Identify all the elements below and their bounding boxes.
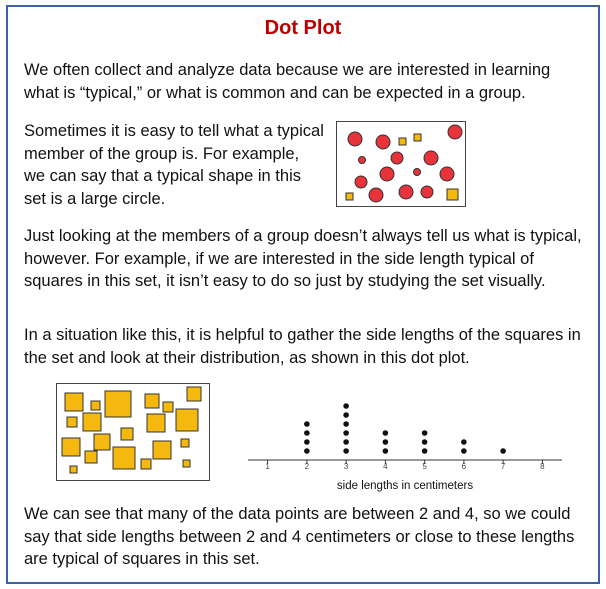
x-tick-label-8: 8	[540, 462, 545, 471]
x-tick-label-3: 3	[343, 462, 349, 471]
dot-point-x6-1	[461, 448, 467, 454]
intro-paragraph: We often collect and analyze data because we are interested in learning what is “typical,” or what is common and can be expected in a group.	[24, 61, 551, 102]
conclusion-paragraph: We can see that many of the data points are between 2 and 4, so we could say that side lengths between 2 and 4 centimeters or close to these lengths are typical of squares in this set.	[24, 505, 575, 568]
x-tick-label-6: 6	[461, 462, 467, 471]
squares-figure	[56, 383, 210, 481]
dot-point-x3-6	[343, 403, 349, 409]
dot-point-x6-2	[461, 439, 467, 445]
dot-point-x3-4	[343, 421, 349, 427]
dot-point-x2-2	[304, 439, 310, 445]
gather-paragraph: In a situation like this, it is helpful to gather the side lengths of the squares in the set and look at their distribution, as shown in this dot plot.	[24, 326, 581, 367]
dot-point-x2-4	[304, 421, 310, 427]
dot-point-x4-3	[383, 430, 389, 436]
x-tick-label-7: 7	[500, 462, 506, 471]
mixed-shapes-figure	[336, 121, 466, 207]
dot-plot-chart	[240, 383, 572, 503]
dot-point-x4-1	[383, 448, 389, 454]
dot-point-x2-1	[304, 448, 310, 454]
page-title: Dot Plot	[264, 17, 342, 39]
dot-plot-points	[304, 403, 506, 454]
dot-point-x3-2	[343, 439, 349, 445]
x-tick-label-2: 2	[304, 462, 310, 471]
dot-point-x5-2	[422, 439, 428, 445]
x-axis-tick-labels	[265, 462, 545, 471]
dot-point-x3-5	[343, 412, 349, 418]
x-tick-label-4: 4	[383, 462, 388, 471]
dot-point-x3-1	[343, 448, 349, 454]
x-tick-label-5: 5	[422, 462, 427, 471]
content-frame	[6, 5, 600, 584]
dot-point-x7-1	[500, 448, 506, 454]
circles-paragraph: Sometimes it is easy to tell what a typical member of the group is. For example, we can say that a typical shape in this set is a large circle.	[24, 122, 324, 208]
squares-paragraph: Just looking at the members of a group doesn’t always tell us what is typical, however. For example, if we are interested in the side length typical of squares in this set, it isn’t easy to do so just by studying the set visually.	[24, 227, 582, 290]
dot-point-x5-3	[422, 430, 428, 436]
x-tick-label-1: 1	[265, 462, 270, 471]
squares-image	[57, 384, 209, 480]
dot-point-x3-3	[343, 430, 349, 436]
dot-point-x5-1	[422, 448, 428, 454]
x-axis-label: side lengths in centimeters	[336, 480, 474, 492]
dot-point-x2-3	[304, 430, 310, 436]
dot-point-x4-2	[383, 439, 389, 445]
mixed-shapes-image	[337, 122, 465, 206]
